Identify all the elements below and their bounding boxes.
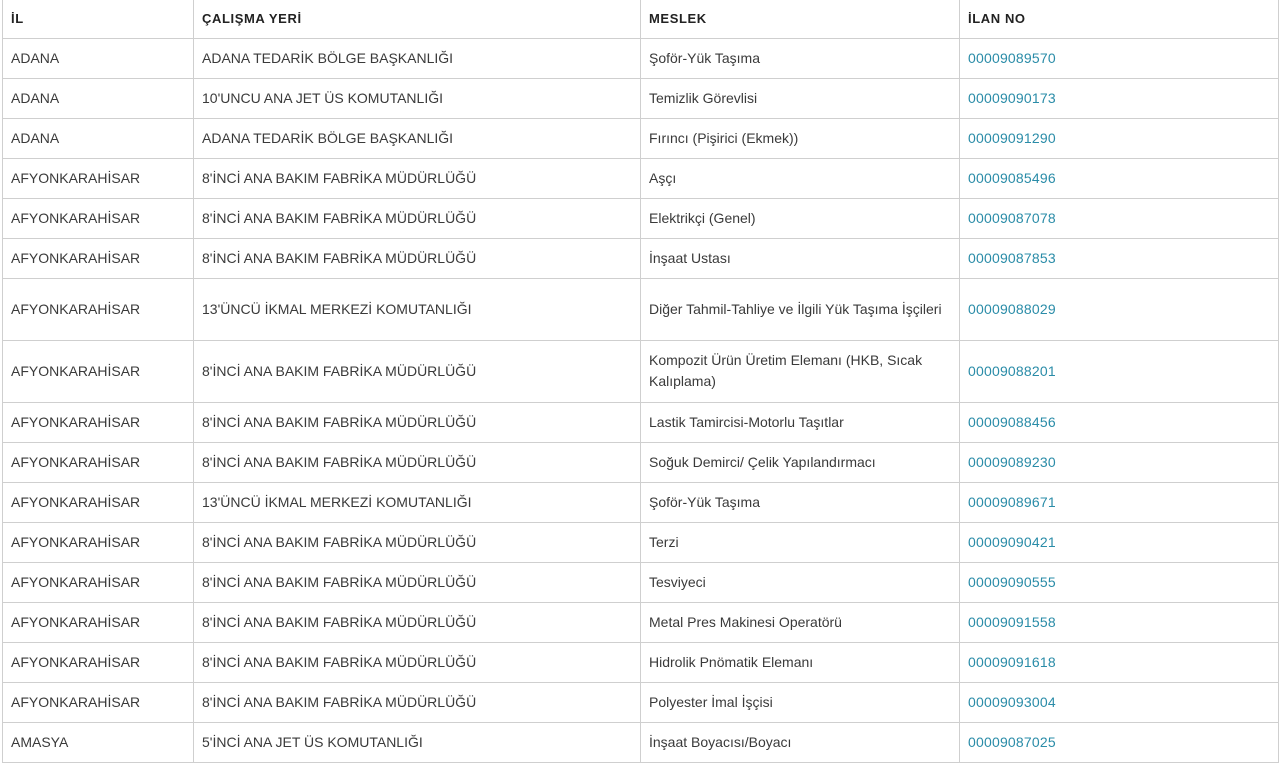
cell-calisma-yeri: 5'İNCİ ANA JET ÜS KOMUTANLIĞI	[194, 722, 641, 762]
table-row	[3, 602, 1279, 642]
table-row	[3, 158, 1279, 198]
cell-calisma-yeri: 8'İNCİ ANA BAKIM FABRİKA MÜDÜRLÜĞÜ	[194, 642, 641, 682]
cell-meslek: Terzi	[641, 522, 960, 562]
cell-ilan-no	[960, 238, 1279, 278]
cell-ilan-no	[960, 158, 1279, 198]
cell-calisma-yeri: 8'İNCİ ANA BAKIM FABRİKA MÜDÜRLÜĞÜ	[194, 238, 641, 278]
ilan-no-link[interactable]: 00009087025	[968, 733, 1056, 750]
cell-calisma-yeri: 8'İNCİ ANA BAKIM FABRİKA MÜDÜRLÜĞÜ	[194, 198, 641, 238]
cell-calisma-yeri: 8'İNCİ ANA BAKIM FABRİKA MÜDÜRLÜĞÜ	[194, 682, 641, 722]
cell-calisma-yeri: 8'İNCİ ANA BAKIM FABRİKA MÜDÜRLÜĞÜ	[194, 442, 641, 482]
cell-meslek: Hidrolik Pnömatik Elemanı	[641, 642, 960, 682]
table-row	[3, 722, 1279, 762]
cell-ilan-no	[960, 642, 1279, 682]
cell-calisma-yeri: ADANA TEDARİK BÖLGE BAŞKANLIĞI	[194, 118, 641, 158]
header-row	[3, 0, 1279, 38]
ilan-no-link[interactable]: 00009091558	[968, 613, 1056, 630]
cell-ilan-no	[960, 402, 1279, 442]
cell-il: AFYONKARAHİSAR	[3, 602, 194, 642]
ilan-no-link[interactable]: 00009091290	[968, 129, 1056, 146]
cell-il: ADANA	[3, 38, 194, 78]
table-header	[3, 0, 1279, 38]
cell-il: AFYONKARAHİSAR	[3, 442, 194, 482]
cell-il: ADANA	[3, 118, 194, 158]
cell-meslek: Diğer Tahmil-Tahliye ve İlgili Yük Taşıma İşçileri	[641, 278, 960, 340]
cell-il: AFYONKARAHİSAR	[3, 340, 194, 402]
cell-ilan-no	[960, 118, 1279, 158]
ilan-no-link[interactable]: 00009088201	[968, 362, 1056, 379]
cell-meslek: Şoför-Yük Taşıma	[641, 482, 960, 522]
cell-il: AFYONKARAHİSAR	[3, 482, 194, 522]
cell-meslek: Lastik Tamircisi-Motorlu Taşıtlar	[641, 402, 960, 442]
table-body	[3, 38, 1279, 762]
cell-calisma-yeri: 8'İNCİ ANA BAKIM FABRİKA MÜDÜRLÜĞÜ	[194, 402, 641, 442]
cell-calisma-yeri: 10'UNCU ANA JET ÜS KOMUTANLIĞI	[194, 78, 641, 118]
cell-calisma-yeri: 8'İNCİ ANA BAKIM FABRİKA MÜDÜRLÜĞÜ	[194, 522, 641, 562]
table-row	[3, 198, 1279, 238]
table-row	[3, 238, 1279, 278]
cell-ilan-no	[960, 78, 1279, 118]
cell-calisma-yeri: 8'İNCİ ANA BAKIM FABRİKA MÜDÜRLÜĞÜ	[194, 340, 641, 402]
ilan-no-link[interactable]: 00009090555	[968, 573, 1056, 590]
cell-il: AFYONKARAHİSAR	[3, 402, 194, 442]
table-row	[3, 442, 1279, 482]
ilan-no-link[interactable]: 00009089230	[968, 453, 1056, 470]
ilan-no-link[interactable]: 00009088456	[968, 413, 1056, 430]
table-row	[3, 402, 1279, 442]
table-row	[3, 642, 1279, 682]
cell-meslek: Temizlik Görevlisi	[641, 78, 960, 118]
ilan-no-link[interactable]: 00009087078	[968, 209, 1056, 226]
cell-meslek: Aşçı	[641, 158, 960, 198]
table-row	[3, 482, 1279, 522]
column-header-il: İL	[3, 0, 194, 38]
cell-ilan-no	[960, 442, 1279, 482]
cell-meslek: İnşaat Ustası	[641, 238, 960, 278]
cell-ilan-no	[960, 522, 1279, 562]
cell-il: AFYONKARAHİSAR	[3, 642, 194, 682]
cell-ilan-no	[960, 278, 1279, 340]
cell-il: AFYONKARAHİSAR	[3, 198, 194, 238]
cell-meslek: Metal Pres Makinesi Operatörü	[641, 602, 960, 642]
cell-il: ADANA	[3, 78, 194, 118]
cell-meslek: Tesviyeci	[641, 562, 960, 602]
cell-meslek: Polyester İmal İşçisi	[641, 682, 960, 722]
column-header-ilan-no: İLAN NO	[960, 0, 1279, 38]
table-row	[3, 278, 1279, 340]
ilan-no-link[interactable]: 00009090421	[968, 533, 1056, 550]
column-header-calisma-yeri: ÇALIŞMA YERİ	[194, 0, 641, 38]
cell-meslek: İnşaat Boyacısı/Boyacı	[641, 722, 960, 762]
ilan-no-link[interactable]: 00009085496	[968, 169, 1056, 186]
cell-il: AFYONKARAHİSAR	[3, 522, 194, 562]
table-row	[3, 682, 1279, 722]
cell-ilan-no	[960, 602, 1279, 642]
cell-il: AFYONKARAHİSAR	[3, 238, 194, 278]
cell-ilan-no	[960, 722, 1279, 762]
cell-meslek: Soğuk Demirci/ Çelik Yapılandırmacı	[641, 442, 960, 482]
cell-il: AFYONKARAHİSAR	[3, 562, 194, 602]
cell-calisma-yeri: 8'İNCİ ANA BAKIM FABRİKA MÜDÜRLÜĞÜ	[194, 602, 641, 642]
cell-il: AFYONKARAHİSAR	[3, 682, 194, 722]
cell-calisma-yeri: 13'ÜNCÜ İKMAL MERKEZİ KOMUTANLIĞI	[194, 482, 641, 522]
table-row	[3, 118, 1279, 158]
cell-ilan-no	[960, 482, 1279, 522]
cell-ilan-no	[960, 198, 1279, 238]
ilan-no-link[interactable]: 00009090173	[968, 89, 1056, 106]
column-header-meslek: MESLEK	[641, 0, 960, 38]
table-row	[3, 522, 1279, 562]
table-row	[3, 78, 1279, 118]
cell-ilan-no	[960, 38, 1279, 78]
ilan-no-link[interactable]: 00009089671	[968, 493, 1056, 510]
cell-ilan-no	[960, 340, 1279, 402]
table-row	[3, 340, 1279, 402]
ilan-no-link[interactable]: 00009089570	[968, 49, 1056, 66]
cell-ilan-no	[960, 682, 1279, 722]
table-row	[3, 562, 1279, 602]
cell-il: AFYONKARAHİSAR	[3, 278, 194, 340]
cell-meslek: Şoför-Yük Taşıma	[641, 38, 960, 78]
cell-ilan-no	[960, 562, 1279, 602]
cell-meslek: Kompozit Ürün Üretim Elemanı (HKB, Sıcak Kalıplama)	[641, 340, 960, 402]
job-listings-table	[2, 0, 1279, 763]
cell-calisma-yeri: 8'İNCİ ANA BAKIM FABRİKA MÜDÜRLÜĞÜ	[194, 562, 641, 602]
ilan-no-link[interactable]: 00009091618	[968, 653, 1056, 670]
cell-meslek: Elektrikçi (Genel)	[641, 198, 960, 238]
cell-calisma-yeri: 8'İNCİ ANA BAKIM FABRİKA MÜDÜRLÜĞÜ	[194, 158, 641, 198]
cell-il: AFYONKARAHİSAR	[3, 158, 194, 198]
cell-meslek: Fırıncı (Pişirici (Ekmek))	[641, 118, 960, 158]
table-row	[3, 38, 1279, 78]
ilan-no-link[interactable]: 00009087853	[968, 249, 1056, 266]
cell-il: AMASYA	[3, 722, 194, 762]
ilan-no-link[interactable]: 00009088029	[968, 300, 1056, 317]
ilan-no-link[interactable]: 00009093004	[968, 693, 1056, 710]
cell-calisma-yeri: ADANA TEDARİK BÖLGE BAŞKANLIĞI	[194, 38, 641, 78]
cell-calisma-yeri: 13'ÜNCÜ İKMAL MERKEZİ KOMUTANLIĞI	[194, 278, 641, 340]
